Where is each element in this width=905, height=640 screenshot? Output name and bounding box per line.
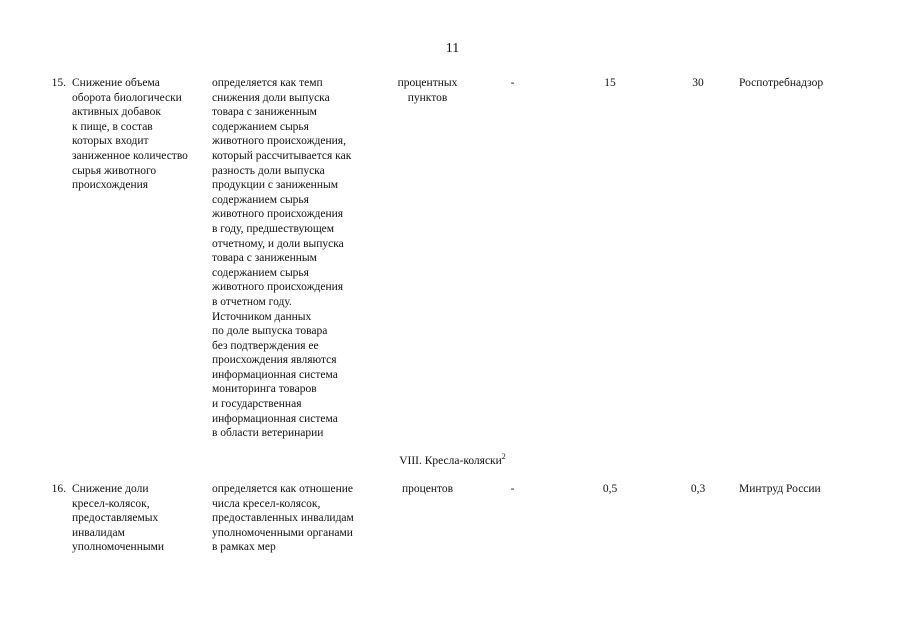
base-value: -: [510, 483, 515, 495]
target-value-2: 30: [692, 77, 704, 89]
indicator-name: Снижение доли кресел-колясок, предоставляемых инвалидам уполномоченными: [72, 483, 165, 554]
section-heading: [0, 454, 905, 469]
row-number: 15.: [51, 77, 66, 89]
responsible-agency: Роспотребнадзор: [739, 77, 824, 89]
section-title: VIII. Кресла-коляски: [399, 455, 502, 467]
calculation-method: определяется как темп снижения доли выпуска товара с заниженным содержанием сырья животного происхождения, который рассчитывается как разность доли выпуска продукции с заниженным содержанием сырья животного происхождения в году, предшествующем отчетному, и доли выпуска товара с заниженным содержанием сырья животного происхождения в отчетном году. Источником данных по доле выпуска товара без подтверждения ее происхождения являются информационная система мониторинга товаров и государственная информационная система в области ветеринарии: [212, 77, 352, 440]
unit-of-measure: процентных пунктов: [397, 77, 458, 104]
row-number: 16.: [51, 483, 66, 495]
target-value-2: 0,3: [690, 483, 706, 495]
indicator-name: Снижение объема оборота биологически активных добавок к пище, в состав которых входит заниженное количество сырья животного происхождения: [72, 77, 188, 192]
footnote-marker: 2: [501, 452, 506, 462]
responsible-agency: Минтруд России: [739, 483, 821, 495]
target-value-1: 0,5: [602, 483, 618, 495]
target-value-1: 15: [604, 77, 616, 89]
page-number: 11: [445, 41, 460, 56]
base-value: -: [510, 77, 515, 89]
calculation-method: определяется как отношение числа кресел-колясок, предоставленных инвалидам уполномоченными органами в рамках мер: [212, 483, 354, 554]
unit-of-measure: процентов: [401, 483, 454, 495]
